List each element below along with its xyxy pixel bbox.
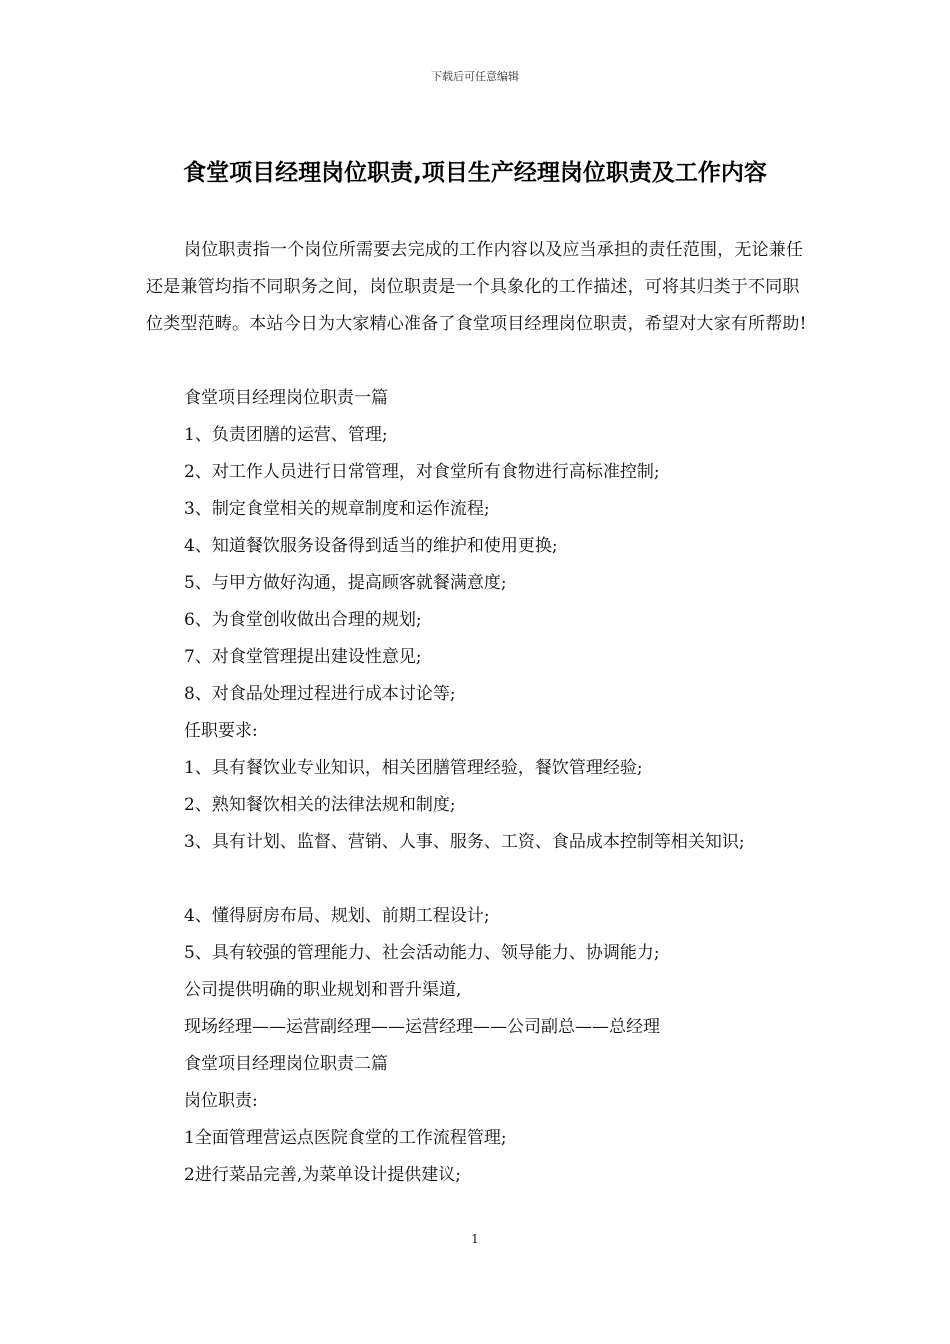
document-title: 食堂项目经理岗位职责,项目生产经理岗位职责及工作内容	[183, 160, 767, 186]
intro-paragraph: 岗位职责指一个岗位所需要去完成的工作内容以及应当承担的责任范围，无论兼任还是兼管均指不同职务之间，岗位职责是一个具象化的工作描述，可将其归类于不同职位类型范畴。本站今日为大家精心准备了食堂项目经理岗位职责，希望对大家有所帮助!	[146, 240, 807, 334]
list-item: 2、对工作人员进行日常管理，对食堂所有食物进行高标准控制;	[184, 462, 660, 482]
career-path-line: 现场经理——运营副经理——运营经理——公司副总——总经理	[184, 1017, 660, 1037]
list-item: 3、具有计划、监督、营销、人事、服务、工资、食品成本控制等相关知识;	[184, 832, 745, 852]
duties-heading: 岗位职责:	[184, 1091, 258, 1111]
section-heading-2: 食堂项目经理岗位职责二篇	[184, 1054, 388, 1074]
list-item: 1全面管理营运点医院食堂的工作流程管理;	[184, 1128, 507, 1148]
content-lines	[184, 380, 824, 1194]
list-item: 7、对食堂管理提出建设性意见;	[184, 647, 422, 667]
list-item: 1、具有餐饮业专业知识，相关团膳管理经验，餐饮管理经验;	[184, 758, 643, 778]
list-item: 2、熟知餐饮相关的法律法规和制度;	[184, 795, 456, 815]
list-item: 3、制定食堂相关的规章制度和运作流程;	[184, 499, 490, 519]
list-item: 5、具有较强的管理能力、社会活动能力、领导能力、协调能力;	[184, 943, 660, 963]
list-item: 5、与甲方做好沟通，提高顾客就餐满意度;	[184, 573, 507, 593]
list-item: 6、为食堂创收做出合理的规划;	[184, 610, 422, 630]
header-note: 下载后可任意编辑	[431, 70, 519, 83]
page-number: 1	[471, 1232, 479, 1246]
list-item: 1、负责团膳的运营、管理;	[184, 425, 388, 445]
list-item: 4、知道餐饮服务设备得到适当的维护和使用更换;	[184, 536, 558, 556]
list-item: 4、懂得厨房布局、规划、前期工程设计;	[184, 906, 490, 926]
blank-line	[184, 861, 824, 898]
section-heading-1: 食堂项目经理岗位职责一篇	[184, 388, 388, 408]
list-item: 8、对食品处理过程进行成本讨论等;	[184, 684, 456, 704]
requirements-heading: 任职要求:	[184, 721, 258, 741]
list-item: 2进行菜品完善,为菜单设计提供建议;	[184, 1165, 461, 1185]
paragraph-line: 公司提供明确的职业规划和晋升渠道,	[184, 980, 462, 1000]
